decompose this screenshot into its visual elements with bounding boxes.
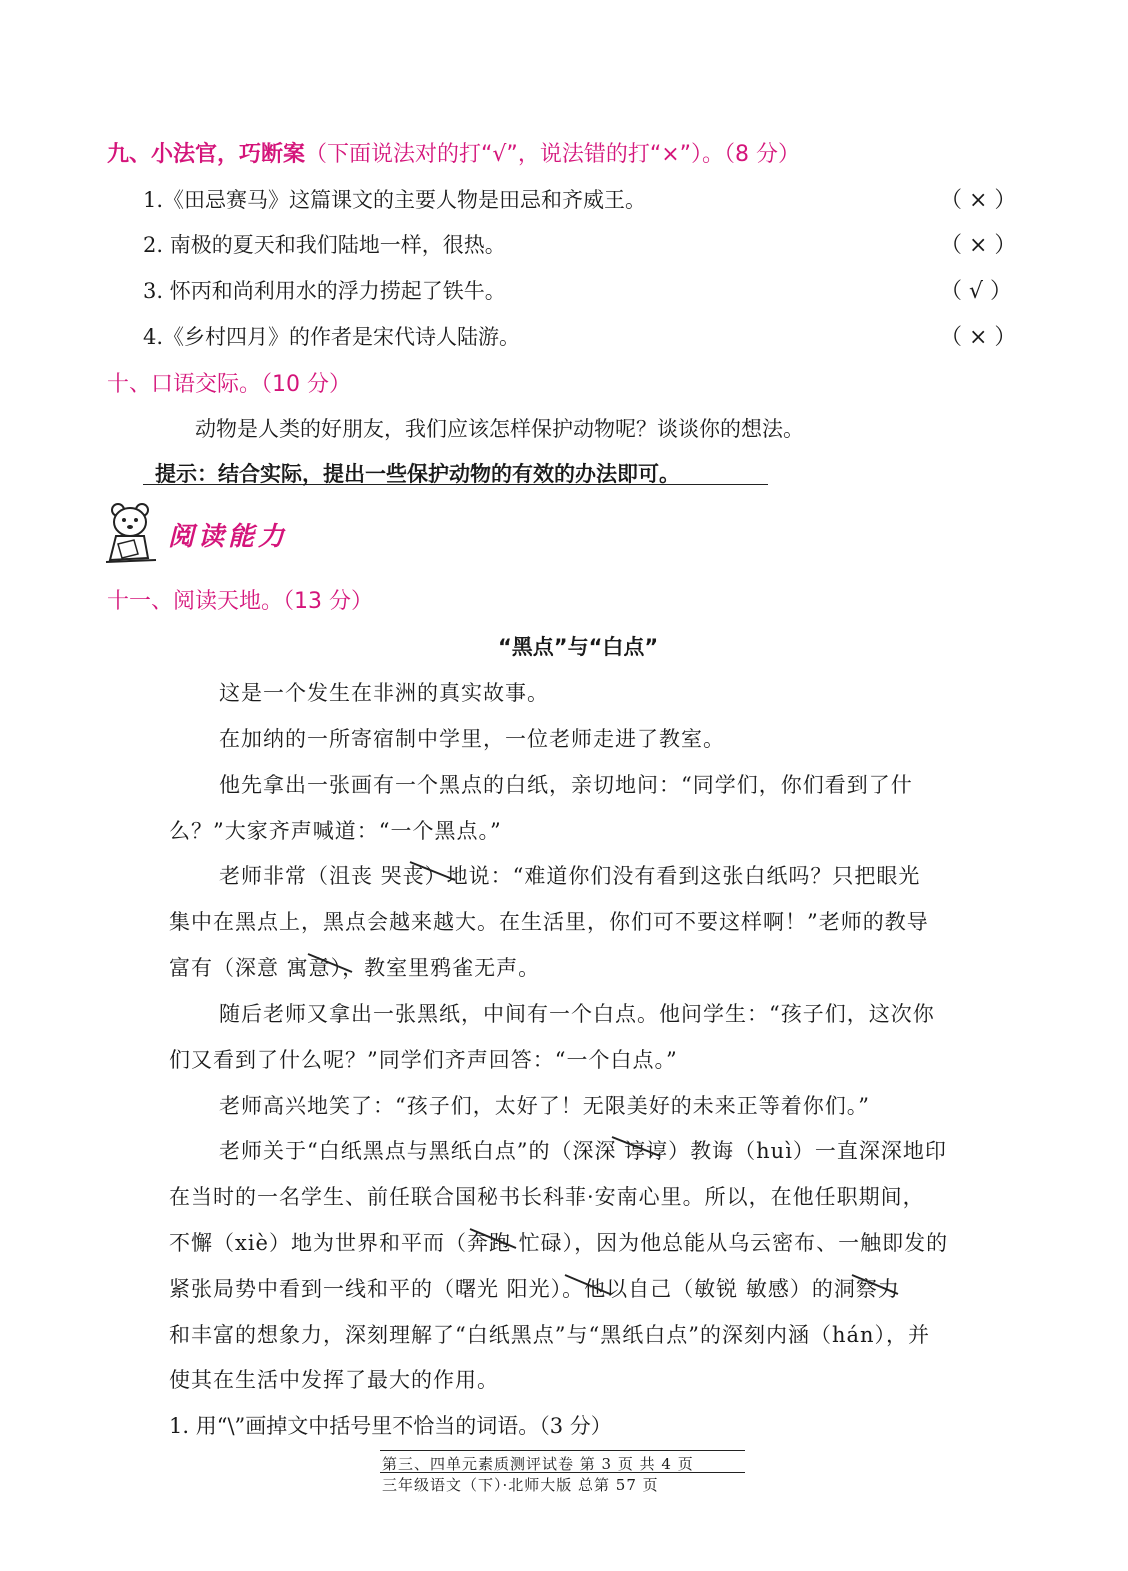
passage-line: 老师关于“白纸黑点与黑纸白点”的（深深 谆谆）教诲（huì）一直深深地印 <box>219 1139 947 1163</box>
passage-title: “黑点”与“白点” <box>498 635 659 659</box>
oral-prompt: 动物是人类的好朋友，我们应该怎样保护动物呢？谈谈你的想法。 <box>195 417 804 441</box>
judge-item-4: 4.《乡村四月》的作者是宋代诗人陆游。 <box>143 325 521 349</box>
passage-line: 老师高兴地笑了：“孩子们，太好了！无限美好的未来正等着你们。” <box>219 1094 870 1118</box>
judge-answer-4: （ × ） <box>940 325 1017 350</box>
hint-underline <box>143 484 768 485</box>
judge-item-2: 2. 南极的夏天和我们陆地一样，很热。 <box>143 233 506 257</box>
passage-line: 在当时的一名学生、前任联合国秘书长科菲·安南心里。所以，在他任职期间， <box>169 1185 925 1209</box>
oral-hint: 提示：结合实际，提出一些保护动物的有效的办法即可。 <box>155 462 680 486</box>
section-9-title <box>107 137 800 168</box>
footer-line-1: 第三、四单元素质测评试卷 第 3 页 共 4 页 <box>382 1455 694 1473</box>
footer-rule-top <box>380 1450 745 1451</box>
bear-reading-icon <box>104 500 160 564</box>
passage-line: 老师非常（沮丧 哭丧）地说：“难道你们没有看到这张白纸吗？只把眼光 <box>219 864 921 888</box>
passage-line: 紧张局势中看到一线和平的（曙光 阳光）。他以自己（敏锐 敏感）的洞察力 <box>169 1277 900 1301</box>
footer-rule-mid <box>380 1472 745 1473</box>
passage-line: 和丰富的想象力，深刻理解了“白纸黑点”与“黑纸白点”的深刻内涵（hán），并 <box>169 1323 931 1347</box>
judge-answer-1: （ × ） <box>940 188 1017 213</box>
passage-line: 集中在黑点上，黑点会越来越大。在生活里，你们可不要这样啊！”老师的教导 <box>169 910 929 934</box>
passage-line: 不懈（xiè）地为世界和平而（奔跑 忙碌），因为他总能从乌云密布、一触即发的 <box>169 1231 949 1255</box>
judge-answer-2: （ × ） <box>940 233 1017 258</box>
section-9-title-rest: （下面说法对的打“√”，说法错的打“×”）。（8 分） <box>305 142 801 167</box>
reading-ability-banner: 阅读能力 <box>168 522 289 552</box>
footer-line-2: 三年级语文（下）·北师大版 总第 57 页 <box>382 1476 659 1494</box>
judge-answer-3: （ √ ） <box>940 279 1013 304</box>
passage-line: 这是一个发生在非洲的真实故事。 <box>219 681 549 705</box>
section-11-title: 十一、阅读天地。（13 分） <box>107 589 373 614</box>
passage-line: 他先拿出一张画有一个黑点的白纸，亲切地问：“同学们，你们看到了什 <box>219 773 913 797</box>
passage-line: 们又看到了什么呢？”同学们齐声回答：“一个白点。” <box>169 1048 678 1072</box>
question-1: 1. 用“\”画掉文中括号里不恰当的词语。（3 分） <box>169 1414 612 1438</box>
passage-line: 使其在生活中发挥了最大的作用。 <box>169 1368 499 1392</box>
passage-line: 随后老师又拿出一张黑纸，中间有一个白点。他问学生：“孩子们，这次你 <box>219 1002 935 1026</box>
section-9-title-bold: 九、小法官，巧断案 <box>107 142 306 167</box>
judge-item-3: 3. 怀丙和尚利用水的浮力捞起了铁牛。 <box>143 279 506 303</box>
passage-line: 富有（深意 寓意），教室里鸦雀无声。 <box>169 956 541 980</box>
section-10-title: 十、口语交际。（10 分） <box>107 372 351 397</box>
passage-line: 么？”大家齐声喊道：“一个黑点。” <box>169 819 502 843</box>
judge-item-1: 1.《田忌赛马》这篇课文的主要人物是田忌和齐威王。 <box>143 188 647 212</box>
passage-line: 在加纳的一所寄宿制中学里，一位老师走进了教室。 <box>219 727 725 751</box>
